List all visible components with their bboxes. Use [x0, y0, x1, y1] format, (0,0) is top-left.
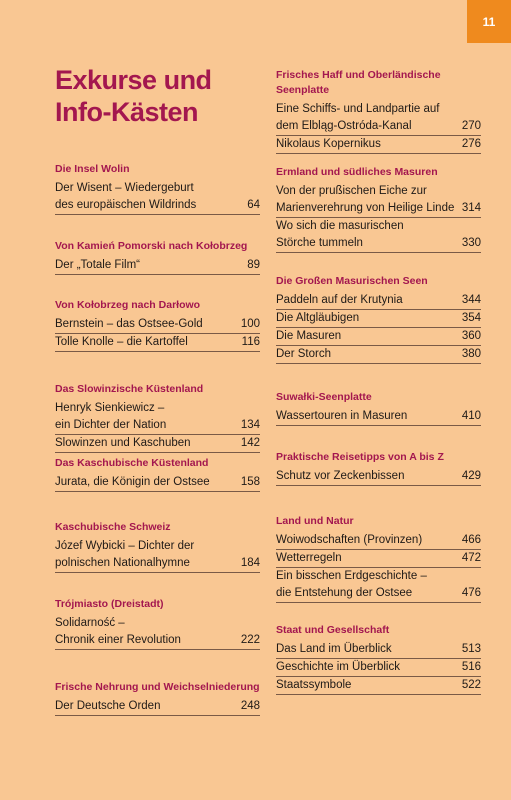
toc-section — [55, 680, 260, 716]
toc-entry-text: Chronik einer Revolution — [55, 632, 181, 650]
toc-entry-line — [276, 659, 481, 677]
toc-page-number: 314 — [460, 200, 481, 218]
toc-entry-text: die Entstehung der Ostsee — [276, 585, 412, 603]
toc-entry-line — [276, 118, 481, 136]
toc-entry-line — [276, 200, 481, 218]
toc-page-number: 89 — [245, 257, 260, 275]
toc-page-number: 134 — [239, 417, 260, 435]
toc-page-number: 100 — [239, 316, 260, 334]
toc-entry-line — [276, 568, 481, 585]
toc-entry-line — [276, 101, 481, 118]
toc-page-number: 270 — [460, 118, 481, 136]
toc-entry-text: Marienverehrung von Heilige Linde — [276, 200, 454, 218]
toc-entry-line — [276, 532, 481, 550]
toc-entry-text: Die Masuren — [276, 328, 341, 346]
page-title — [55, 64, 212, 128]
toc-section — [55, 456, 260, 492]
toc-entry-text: Die Altgläubigen — [276, 310, 359, 328]
toc-page-number: 466 — [460, 532, 481, 550]
toc-section — [55, 298, 260, 352]
toc-page-number: 276 — [460, 136, 481, 154]
dotted-leader — [359, 327, 460, 328]
toc-entry-text: Solidarność – — [55, 617, 125, 629]
toc-entry-line — [276, 550, 481, 568]
dotted-leader — [188, 351, 240, 352]
toc-entry-text: Schutz vor Zeckenbissen — [276, 468, 404, 486]
toc-entry-line — [276, 328, 481, 346]
toc-entry-line — [276, 641, 481, 659]
toc-section — [276, 274, 481, 364]
toc-entry-line — [276, 468, 481, 486]
section-heading: Trójmiasto (Dreistadt) — [55, 598, 164, 610]
dotted-leader — [351, 694, 459, 695]
dotted-leader — [403, 309, 460, 310]
dotted-leader — [181, 649, 239, 650]
toc-entry-text: Jurata, die Königin der Ostsee — [55, 474, 210, 492]
dotted-leader — [400, 676, 460, 677]
dotted-leader — [196, 214, 245, 215]
toc-entry-text: Nikolaus Kopernikus — [276, 136, 381, 154]
dotted-leader — [160, 715, 238, 716]
dotted-leader — [412, 135, 460, 136]
toc-entry-text: Józef Wybicki – Dichter der — [55, 540, 195, 552]
toc-page-number: 184 — [239, 555, 260, 573]
section-heading: Kaschubische Schweiz — [55, 521, 171, 533]
toc-section — [55, 597, 260, 650]
toc-entry-line — [276, 346, 481, 364]
dotted-leader — [412, 602, 460, 603]
toc-entry-text: des europäischen Wildrinds — [55, 197, 196, 215]
toc-page-number: 222 — [239, 632, 260, 650]
toc-entry-line — [276, 218, 481, 235]
toc-entry-text: Henryk Sienkiewicz – — [55, 402, 165, 414]
toc-entry-line — [55, 435, 260, 453]
section-heading: Das Kaschubische Küstenland — [55, 457, 209, 469]
toc-entry-text: Geschichte im Überblick — [276, 659, 400, 677]
toc-page-number: 429 — [460, 468, 481, 486]
toc-page-number: 354 — [460, 310, 481, 328]
toc-page-number: 516 — [460, 659, 481, 677]
toc-entry-line — [276, 585, 481, 603]
toc-section — [276, 450, 481, 486]
toc-entry-line — [276, 408, 481, 426]
toc-page-number: 360 — [460, 328, 481, 346]
toc-entry-text: Der „Totale Film“ — [55, 257, 140, 275]
toc-entry-line — [276, 677, 481, 695]
toc-entry-line — [55, 555, 260, 573]
toc-entry-text: Störche tummeln — [276, 235, 363, 253]
dotted-leader — [363, 252, 460, 253]
toc-page-number: 344 — [460, 292, 481, 310]
section-heading: Praktische Reisetipps von A bis Z — [276, 451, 444, 463]
toc-section — [55, 239, 260, 275]
toc-entry-text: polnischen Nationalhymne — [55, 555, 190, 573]
section-heading: Von Kołobrzeg nach Darłowo — [55, 299, 201, 311]
dotted-leader — [341, 345, 460, 346]
dotted-leader — [331, 363, 460, 364]
toc-entry-text: Staatssymbole — [276, 677, 351, 695]
section-heading: Das Slowinzische Küstenland — [55, 383, 204, 395]
toc-entry-line — [276, 292, 481, 310]
toc-entry-text: Paddeln auf der Krutynia — [276, 292, 403, 310]
toc-entry-text: Das Land im Überblick — [276, 641, 392, 659]
toc-entry-text: Ein bisschen Erdgeschichte – — [276, 570, 427, 582]
dotted-leader — [210, 491, 239, 492]
section-heading: Frische Nehrung und Weichselniederung — [55, 681, 260, 693]
toc-entry-text: ein Dichter der Nation — [55, 417, 166, 435]
toc-entry-line — [276, 235, 481, 253]
toc-section — [276, 514, 481, 603]
toc-section — [276, 390, 481, 426]
toc-entry-text: dem Elbląg-Ostróda-Kanal — [276, 118, 412, 136]
toc-entry-text: Der Storch — [276, 346, 331, 364]
section-heading: Staat und Gesellschaft — [276, 624, 390, 636]
toc-page-number: 64 — [245, 197, 260, 215]
toc-page-number: 513 — [460, 641, 481, 659]
section-heading: Die Großen Masurischen Seen — [276, 275, 428, 287]
dotted-leader — [392, 658, 460, 659]
toc-page-number: 410 — [460, 408, 481, 426]
dotted-leader — [407, 425, 460, 426]
toc-section — [276, 165, 481, 253]
toc-entry-line — [276, 183, 481, 200]
dotted-leader — [404, 485, 459, 486]
toc-page-number: 158 — [239, 474, 260, 492]
dotted-leader — [203, 333, 239, 334]
toc-entry-text: Wassertouren in Masuren — [276, 408, 407, 426]
toc-entry-text: Wetterregeln — [276, 550, 342, 568]
toc-entry-text: Wo sich die masurischen — [276, 220, 404, 232]
toc-entry-line — [55, 632, 260, 650]
toc-section — [276, 68, 481, 154]
page-number: 11 — [482, 14, 496, 29]
dotted-leader — [140, 274, 245, 275]
dotted-leader — [191, 452, 239, 453]
toc-entry-text: Der Wisent – Wiedergeburt — [55, 182, 194, 194]
toc-entry-line — [276, 136, 481, 154]
page-title-line-1: Exkurse und — [55, 65, 212, 95]
toc-entry-line — [276, 310, 481, 328]
toc-entry-text: Eine Schiffs- und Landpartie auf — [276, 103, 440, 115]
toc-page-number: 142 — [239, 435, 260, 453]
toc-section — [55, 162, 260, 215]
dotted-leader — [422, 549, 460, 550]
toc-page-number: 116 — [240, 334, 260, 352]
toc-page-number: 472 — [460, 550, 481, 568]
page-number-tab — [467, 0, 511, 43]
section-heading: Frisches Haff und Oberländische Seenplatte — [276, 69, 441, 96]
toc-entry-line — [55, 615, 260, 632]
toc-page-number: 522 — [460, 677, 481, 695]
section-heading: Suwałki-Seenplatte — [276, 391, 372, 403]
toc-section — [276, 623, 481, 695]
toc-entry-line — [55, 257, 260, 275]
toc-entry-line — [55, 400, 260, 417]
toc-page-number: 476 — [460, 585, 481, 603]
toc-page-number: 380 — [460, 346, 481, 364]
section-heading: Die Insel Wolin — [55, 163, 130, 175]
page-title-line-2: Info-Kästen — [55, 97, 198, 127]
section-heading: Ermland und südliches Masuren — [276, 166, 438, 178]
toc-section — [55, 520, 260, 573]
section-heading: Land und Natur — [276, 515, 354, 527]
toc-entry-line — [55, 334, 260, 352]
toc-entry-text: Tolle Knolle – die Kartoffel — [55, 334, 188, 352]
toc-entry-line — [55, 698, 260, 716]
toc-entry-line — [55, 180, 260, 197]
toc-entry-line — [55, 197, 260, 215]
toc-entry-line — [55, 538, 260, 555]
section-heading: Von Kamień Pomorski nach Kołobrzeg — [55, 240, 248, 252]
toc-entry-line — [55, 417, 260, 435]
toc-entry-text: Slowinzen und Kaschuben — [55, 435, 191, 453]
toc-entry-line — [55, 474, 260, 492]
dotted-leader — [381, 153, 460, 154]
toc-entry-text: Von der prußischen Eiche zur — [276, 185, 427, 197]
toc-page-number: 330 — [460, 235, 481, 253]
toc-entry-text: Bernstein – das Ostsee-Gold — [55, 316, 203, 334]
toc-page-number: 248 — [239, 698, 260, 716]
toc-section — [55, 382, 260, 453]
toc-entry-text: Der Deutsche Orden — [55, 698, 160, 716]
toc-entry-line — [55, 316, 260, 334]
dotted-leader — [190, 572, 239, 573]
toc-entry-text: Woiwodschaften (Provinzen) — [276, 532, 422, 550]
